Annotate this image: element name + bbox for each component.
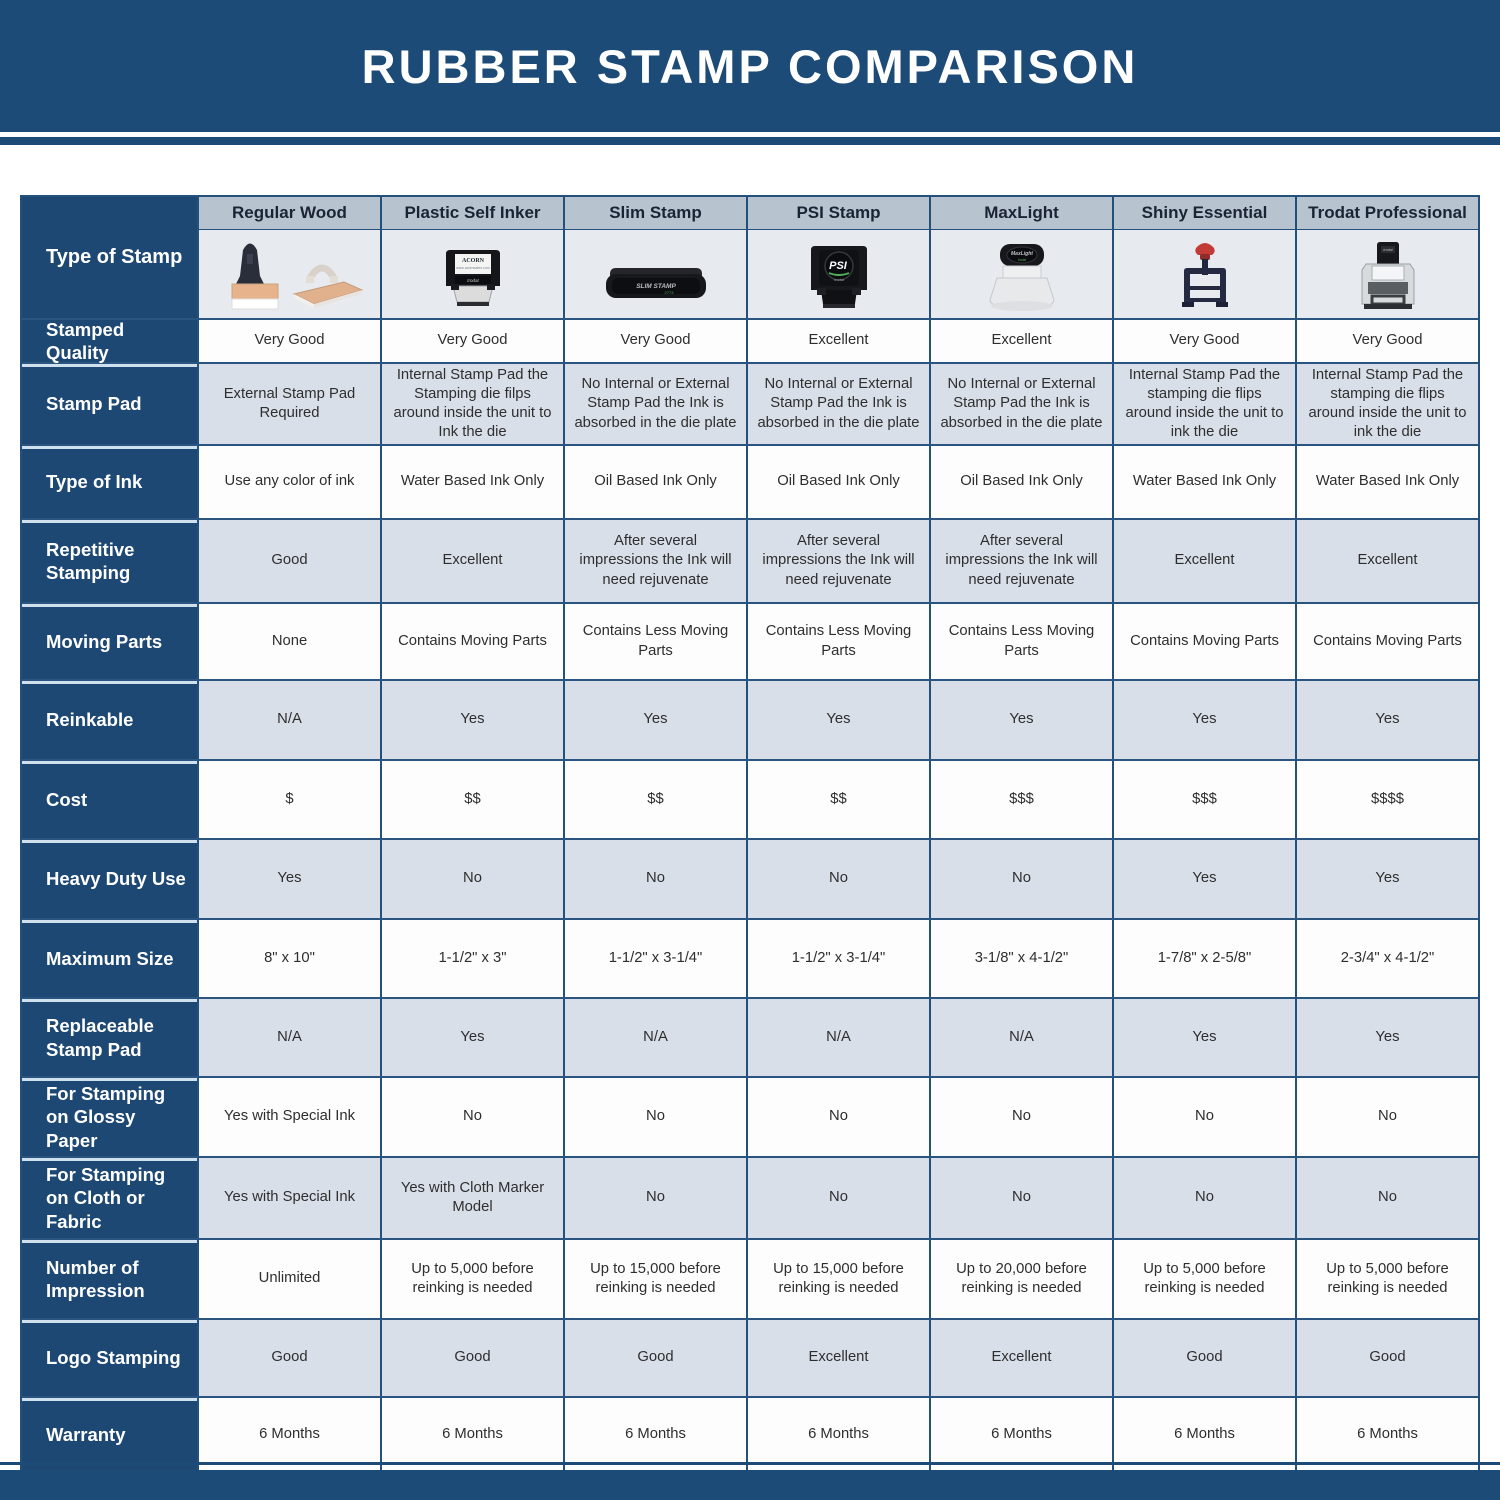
table-cell: $$ (380, 761, 563, 838)
table-cell: No (1295, 1078, 1478, 1156)
table-cell: 1-1/2" x 3-1/4" (563, 920, 746, 997)
table-cell: After several impressions the Ink will need rejuvenate (563, 520, 746, 602)
row-label: Repetitive Stamping (22, 520, 197, 602)
table-row (22, 1076, 1478, 1156)
table-cell: Unlimited (197, 1240, 380, 1318)
table-cell: Contains Moving Parts (380, 604, 563, 679)
table-cell: Up to 15,000 before reinking is needed (746, 1240, 929, 1318)
footer-divider (0, 1462, 1500, 1465)
row-label: Type of Ink (22, 446, 197, 518)
row-label: Reinkable (22, 681, 197, 759)
table-cell: Excellent (929, 1320, 1112, 1396)
table-cell: 6 Months (1112, 1398, 1295, 1472)
table-cell: Water Based Ink Only (1112, 446, 1295, 518)
table-cell: Water Based Ink Only (1295, 446, 1478, 518)
table-cell: Yes (380, 681, 563, 759)
table-cell: Excellent (1295, 520, 1478, 602)
table-cell: After several impressions the Ink will need rejuvenate (746, 520, 929, 602)
svg-text:trodat: trodat (1382, 248, 1393, 252)
table-row (22, 679, 1478, 759)
table-cell: Excellent (1112, 520, 1295, 602)
table-row (22, 1238, 1478, 1318)
table-cell: No Internal or External Stamp Pad the Ink is absorbed in the die plate (929, 364, 1112, 444)
row-label: Number of Impression (22, 1240, 197, 1318)
table-cell: None (197, 604, 380, 679)
table-cell: 6 Months (380, 1398, 563, 1472)
table-cell: Up to 5,000 before reinking is needed (1112, 1240, 1295, 1318)
table-cell: 6 Months (1295, 1398, 1478, 1472)
svg-text:ACORN: ACORN (461, 258, 484, 264)
column-title-trodat-professional: Trodat Professional (1295, 197, 1478, 229)
table-cell: $ (197, 761, 380, 838)
table-cell: 1-1/2" x 3-1/4" (746, 920, 929, 997)
table-row (22, 759, 1478, 838)
table-cell: Good (197, 1320, 380, 1396)
table-cell: Contains Moving Parts (1112, 604, 1295, 679)
table-cell: Use any color of ink (197, 446, 380, 518)
table-cell: Oil Based Ink Only (746, 446, 929, 518)
table-cell: 6 Months (563, 1398, 746, 1472)
svg-text:PSI: PSI (828, 260, 847, 272)
page-title: RUBBER STAMP COMPARISON (361, 39, 1139, 93)
shiny-essential-stamp-image (1112, 230, 1295, 318)
table-cell: $$$ (1112, 761, 1295, 838)
comparison-table (20, 195, 1480, 1474)
table-cell: No (746, 1078, 929, 1156)
table-cell: Yes with Cloth Marker Model (380, 1158, 563, 1238)
column-title-maxlight: MaxLight (929, 197, 1112, 229)
table-cell: Water Based Ink Only (380, 446, 563, 518)
table-cell: No (929, 840, 1112, 918)
table-cell: Internal Stamp Pad the stamping die flips around inside the unit to ink the die (1295, 364, 1478, 444)
table-cell: 6 Months (929, 1398, 1112, 1472)
row-label: For Stamping on Cloth or Fabric (22, 1158, 197, 1238)
table-row (22, 444, 1478, 518)
table-cell: Yes (1295, 840, 1478, 918)
table-cell: 3-1/8" x 4-1/2" (929, 920, 1112, 997)
page-banner (0, 0, 1500, 132)
table-cell: Up to 5,000 before reinking is needed (1295, 1240, 1478, 1318)
table-row (22, 1156, 1478, 1238)
table-cell: No (380, 840, 563, 918)
row-label: For Stamping on Glossy Paper (22, 1078, 197, 1156)
table-cell: 8" x 10" (197, 920, 380, 997)
table-cell: Excellent (746, 1320, 929, 1396)
column-titles-row (197, 197, 1478, 229)
table-cell: Yes (1112, 681, 1295, 759)
table-cell: Yes (746, 681, 929, 759)
table-cell: Internal Stamp Pad the stamping die flips around inside the unit to ink the die (1112, 364, 1295, 444)
product-images-row (197, 229, 1478, 318)
footer-band (0, 1470, 1500, 1500)
table-body (22, 318, 1478, 1472)
column-title-plastic-self-inker: Plastic Self Inker (380, 197, 563, 229)
table-cell: 1-1/2" x 3" (380, 920, 563, 997)
column-title-shiny-essential: Shiny Essential (1112, 197, 1295, 229)
svg-text:trodat: trodat (466, 278, 479, 283)
table-cell: Up to 5,000 before reinking is needed (380, 1240, 563, 1318)
table-cell: No (563, 840, 746, 918)
table-cell: 2-3/4" x 4-1/2" (1295, 920, 1478, 997)
table-cell: Up to 15,000 before reinking is needed (563, 1240, 746, 1318)
table-cell: Very Good (197, 320, 380, 362)
svg-text:trodat: trodat (1017, 258, 1026, 262)
table-cell: Internal Stamp Pad the Stamping die filps around inside the unit to Ink the die (380, 364, 563, 444)
table-cell: N/A (197, 999, 380, 1076)
table-cell: No (929, 1158, 1112, 1238)
table-cell: Very Good (1295, 320, 1478, 362)
maxlight-stamp-image (929, 230, 1112, 318)
table-cell: Excellent (746, 320, 929, 362)
table-cell: External Stamp Pad Required (197, 364, 380, 444)
table-cell: Contains Less Moving Parts (563, 604, 746, 679)
table-cell: No (1295, 1158, 1478, 1238)
table-cell: N/A (746, 999, 929, 1076)
table-cell: Yes (1112, 840, 1295, 918)
table-cell: N/A (929, 999, 1112, 1076)
trodat-professional-stamp-image (1295, 230, 1478, 318)
table-cell: Yes (929, 681, 1112, 759)
row-label: Maximum Size (22, 920, 197, 997)
table-cell: Excellent (380, 520, 563, 602)
row-label: Replaceable Stamp Pad (22, 999, 197, 1076)
table-row (22, 997, 1478, 1076)
row-label: Stamped Quality (22, 320, 197, 362)
table-row (22, 318, 1478, 362)
table-cell: Good (563, 1320, 746, 1396)
table-cell: No Internal or External Stamp Pad the Ink is absorbed in the die plate (563, 364, 746, 444)
corner-label-type-of-stamp: Type of Stamp (22, 197, 197, 318)
table-cell: Good (1112, 1320, 1295, 1396)
row-label: Warranty (22, 1398, 197, 1472)
table-cell: Contains Moving Parts (1295, 604, 1478, 679)
table-cell: Very Good (1112, 320, 1295, 362)
table-cell: No (746, 840, 929, 918)
table-cell: $$$$ (1295, 761, 1478, 838)
table-cell: Yes (1112, 999, 1295, 1076)
table-cell: Good (380, 1320, 563, 1396)
table-cell: Contains Less Moving Parts (929, 604, 1112, 679)
table-row (22, 1318, 1478, 1396)
column-title-regular-wood: Regular Wood (197, 197, 380, 229)
svg-text:2773: 2773 (664, 290, 673, 295)
table-cell: $$ (563, 761, 746, 838)
table-cell: Up to 20,000 before reinking is needed (929, 1240, 1112, 1318)
row-label: Heavy Duty Use (22, 840, 197, 918)
table-row (22, 362, 1478, 444)
table-cell: N/A (563, 999, 746, 1076)
table-cell: After several impressions the Ink will need rejuvenate (929, 520, 1112, 602)
table-cell: 6 Months (746, 1398, 929, 1472)
wood-hand-stamp-image (197, 230, 380, 318)
table-cell: Oil Based Ink Only (563, 446, 746, 518)
column-title-slim-stamp: Slim Stamp (563, 197, 746, 229)
table-row (22, 838, 1478, 918)
table-row (22, 918, 1478, 997)
table-cell: Very Good (563, 320, 746, 362)
table-cell: 1-7/8" x 2-5/8" (1112, 920, 1295, 997)
table-cell: No (1112, 1078, 1295, 1156)
svg-text:trodat: trodat (833, 277, 844, 282)
plastic-self-inker-image (380, 230, 563, 318)
table-cell: Contains Less Moving Parts (746, 604, 929, 679)
table-cell: Yes (197, 840, 380, 918)
table-cell: Yes (380, 999, 563, 1076)
table-cell: Yes (1295, 999, 1478, 1076)
table-cell: Excellent (929, 320, 1112, 362)
slim-stamp-image (563, 230, 746, 318)
table-cell: No (563, 1158, 746, 1238)
table-cell: Good (197, 520, 380, 602)
table-cell: N/A (197, 681, 380, 759)
table-cell: No (746, 1158, 929, 1238)
table-cell: Yes with Special Ink (197, 1158, 380, 1238)
row-label: Logo Stamping (22, 1320, 197, 1396)
row-label: Moving Parts (22, 604, 197, 679)
table-cell: 6 Months (197, 1398, 380, 1472)
table-cell: No (929, 1078, 1112, 1156)
table-cell: $$ (746, 761, 929, 838)
column-title-psi-stamp: PSI Stamp (746, 197, 929, 229)
table-row (22, 602, 1478, 679)
table-cell: Oil Based Ink Only (929, 446, 1112, 518)
table-cell: Very Good (380, 320, 563, 362)
table-cell: Yes (563, 681, 746, 759)
table-row (22, 1396, 1478, 1472)
svg-text:MaxLight: MaxLight (1010, 251, 1033, 257)
table-cell: No (380, 1078, 563, 1156)
table-header (22, 197, 1478, 318)
svg-text:SLIM STAMP: SLIM STAMP (635, 283, 676, 290)
table-cell: No Internal or External Stamp Pad the Ink is absorbed in the die plate (746, 364, 929, 444)
psi-stamp-image (746, 230, 929, 318)
table-cell: No (563, 1078, 746, 1156)
table-row (22, 518, 1478, 602)
table-cell: Yes with Special Ink (197, 1078, 380, 1156)
banner-divider (0, 137, 1500, 145)
row-label: Stamp Pad (22, 364, 197, 444)
table-cell: Yes (1295, 681, 1478, 759)
row-label: Cost (22, 761, 197, 838)
table-cell: No (1112, 1158, 1295, 1238)
table-cell: $$$ (929, 761, 1112, 838)
svg-text:www.acornsales.com: www.acornsales.com (455, 266, 490, 270)
table-cell: Good (1295, 1320, 1478, 1396)
